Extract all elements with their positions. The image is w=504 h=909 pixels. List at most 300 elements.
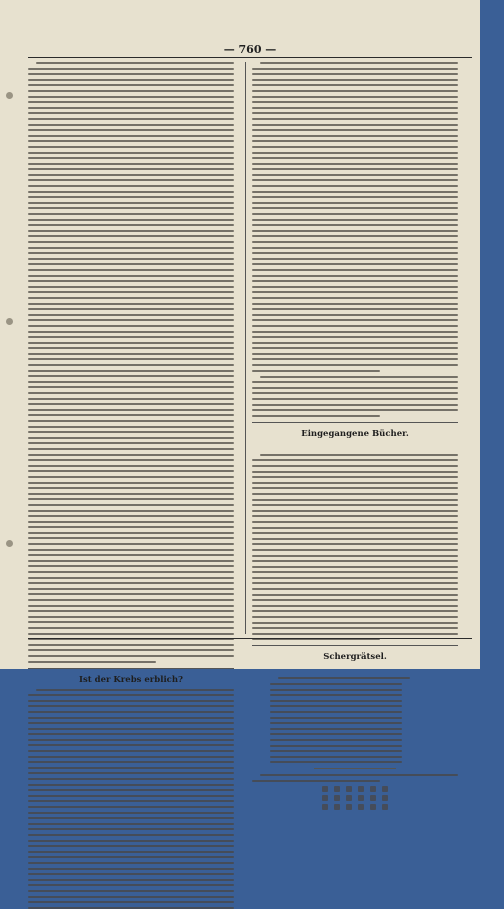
text-line — [252, 263, 458, 265]
text-line — [28, 219, 234, 221]
text-line — [28, 459, 234, 461]
text-line — [28, 487, 234, 489]
text-line — [252, 521, 458, 523]
text-line — [28, 90, 234, 92]
text-line — [28, 241, 234, 243]
text-line — [28, 353, 234, 355]
text-line — [28, 549, 234, 551]
text-line — [28, 812, 234, 814]
text-line — [252, 207, 458, 209]
text-line — [28, 733, 234, 735]
text-line — [252, 297, 458, 299]
text-line — [252, 493, 458, 495]
text-line — [28, 174, 234, 176]
text-line — [28, 907, 234, 909]
text-line — [252, 118, 458, 120]
text-line — [28, 739, 234, 741]
text-line — [252, 179, 458, 181]
text-line — [252, 291, 458, 293]
text-line — [28, 398, 234, 400]
text-line — [28, 107, 234, 109]
text-line — [252, 112, 458, 114]
text-line — [28, 269, 234, 271]
text-line — [252, 387, 458, 389]
text-line — [28, 856, 234, 858]
text-line — [28, 370, 234, 372]
text-line — [28, 482, 234, 484]
text-line — [28, 661, 156, 663]
text-line — [28, 319, 234, 321]
text-line — [28, 454, 234, 456]
text-line — [252, 633, 458, 635]
text-line — [252, 219, 458, 221]
text-line — [28, 73, 234, 75]
text-line — [252, 527, 458, 529]
text-line — [28, 386, 234, 388]
text-line — [28, 537, 234, 539]
text-line — [28, 834, 234, 836]
text-line — [28, 761, 234, 763]
text-line — [28, 196, 234, 198]
text-line — [28, 68, 234, 70]
left-column — [28, 62, 234, 685]
text-line — [28, 470, 234, 472]
text-line — [270, 750, 402, 752]
text-line — [252, 370, 380, 372]
text-line — [28, 325, 234, 327]
article-paragraph — [28, 689, 234, 909]
text-line — [270, 761, 402, 763]
letter-cell — [370, 804, 376, 810]
letter-cell — [370, 786, 376, 792]
text-line — [270, 733, 402, 735]
text-line — [28, 498, 234, 500]
books-heading: Eingegangene Bücher. — [301, 428, 409, 439]
text-line — [252, 152, 458, 154]
text-line — [28, 84, 234, 86]
verse-divider — [314, 768, 396, 769]
text-line — [28, 280, 234, 282]
text-line — [252, 308, 458, 310]
text-line — [28, 314, 234, 316]
text-line — [260, 376, 458, 378]
text-line — [270, 756, 402, 758]
text-line — [28, 851, 234, 853]
text-line — [252, 465, 458, 467]
header-rule — [28, 57, 472, 58]
letter-cell — [346, 786, 352, 792]
text-line — [252, 347, 458, 349]
text-line — [260, 454, 458, 456]
text-line — [28, 800, 234, 802]
text-line — [28, 554, 234, 556]
right-column — [252, 62, 458, 663]
text-line — [28, 426, 234, 428]
text-line — [28, 364, 234, 366]
text-line — [252, 515, 458, 517]
text-line — [28, 392, 234, 394]
text-line — [252, 191, 458, 193]
book-list — [252, 454, 458, 641]
text-line — [28, 610, 234, 612]
text-line — [252, 622, 458, 624]
text-line — [28, 700, 234, 702]
text-line — [252, 487, 458, 489]
text-line — [252, 471, 458, 473]
text-line — [270, 722, 402, 724]
text-line — [28, 901, 234, 903]
text-line — [252, 577, 458, 579]
text-line — [252, 241, 458, 243]
text-line — [28, 263, 234, 265]
text-line — [28, 247, 234, 249]
text-line — [252, 303, 458, 305]
puzzle-verse — [252, 677, 458, 763]
text-line — [252, 185, 458, 187]
text-line — [270, 683, 402, 685]
text-line — [252, 560, 458, 562]
text-line — [252, 202, 458, 204]
text-line — [252, 213, 458, 215]
text-line — [252, 543, 458, 545]
text-line — [28, 291, 234, 293]
text-line — [28, 795, 234, 797]
letter-cell — [382, 786, 388, 792]
text-line — [28, 207, 234, 209]
text-line — [28, 806, 234, 808]
text-line — [28, 571, 234, 573]
column-divider — [245, 62, 246, 634]
punch-hole — [6, 92, 13, 99]
letter-cell — [334, 786, 340, 792]
books-subheading — [252, 443, 458, 450]
puzzle-letter-grid — [252, 786, 458, 810]
text-line — [28, 890, 234, 892]
text-line — [28, 711, 234, 713]
text-line — [28, 381, 234, 383]
text-line — [28, 593, 234, 595]
letter-cell — [358, 786, 364, 792]
text-line — [28, 510, 234, 512]
text-line — [252, 101, 458, 103]
text-line — [252, 599, 458, 601]
text-line — [252, 482, 458, 484]
text-line — [252, 135, 458, 137]
text-line — [252, 247, 458, 249]
text-line — [252, 196, 458, 198]
letter-cell — [346, 795, 352, 801]
text-line — [252, 252, 458, 254]
text-line — [252, 566, 458, 568]
text-line — [28, 605, 234, 607]
text-line — [252, 84, 458, 86]
text-line — [28, 140, 234, 142]
text-line — [270, 745, 402, 747]
text-line — [28, 784, 234, 786]
text-line — [252, 107, 458, 109]
letter-cell — [322, 786, 328, 792]
text-line — [28, 532, 234, 534]
text-line — [28, 437, 234, 439]
text-line — [252, 594, 458, 596]
text-line — [252, 286, 458, 288]
text-line — [252, 510, 458, 512]
text-line — [28, 884, 234, 886]
text-line — [36, 62, 234, 64]
text-line — [28, 521, 234, 523]
text-line — [28, 465, 234, 467]
text-line — [252, 124, 458, 126]
text-line — [252, 532, 458, 534]
text-line — [28, 420, 234, 422]
text-line — [252, 79, 458, 81]
text-line — [28, 331, 234, 333]
text-line — [270, 705, 402, 707]
letter-cell — [322, 804, 328, 810]
text-line — [28, 414, 234, 416]
letter-cell — [370, 795, 376, 801]
text-line — [28, 152, 234, 154]
announcement-paragraph — [252, 376, 458, 417]
text-line — [28, 840, 234, 842]
text-line — [252, 398, 458, 400]
text-line — [270, 700, 402, 702]
text-line — [252, 325, 458, 327]
text-line — [252, 140, 458, 142]
text-line — [252, 336, 458, 338]
text-line — [28, 213, 234, 215]
text-line — [28, 778, 234, 780]
text-line — [28, 275, 234, 277]
text-line — [28, 375, 234, 377]
text-line — [28, 750, 234, 752]
text-line — [28, 342, 234, 344]
text-line — [28, 124, 234, 126]
article-paragraph — [252, 62, 458, 372]
puzzle-subheading — [252, 666, 458, 673]
text-line — [252, 571, 458, 573]
text-line — [252, 616, 458, 618]
text-line — [28, 722, 234, 724]
text-line — [252, 68, 458, 70]
text-line — [28, 526, 234, 528]
text-line — [252, 163, 458, 165]
text-line — [28, 717, 234, 719]
text-line — [36, 689, 234, 691]
text-line — [252, 364, 458, 366]
text-line — [28, 560, 234, 562]
scan-background — [480, 0, 504, 669]
text-line — [252, 146, 458, 148]
text-line — [28, 817, 234, 819]
text-line — [252, 499, 458, 501]
text-line — [28, 845, 234, 847]
section-divider — [252, 422, 458, 423]
text-line — [28, 358, 234, 360]
text-line — [270, 711, 402, 713]
text-line — [28, 767, 234, 769]
text-line — [28, 582, 234, 584]
article-paragraph — [28, 62, 234, 663]
text-line — [28, 403, 234, 405]
text-line — [28, 744, 234, 746]
letter-cell — [382, 795, 388, 801]
text-line — [28, 235, 234, 237]
text-line — [252, 157, 458, 159]
text-line — [252, 224, 458, 226]
page-header — [28, 38, 472, 60]
text-line — [28, 694, 234, 696]
text-line — [252, 96, 458, 98]
page-footer — [28, 638, 472, 656]
text-line — [252, 610, 458, 612]
text-line — [270, 728, 402, 730]
text-line — [252, 504, 458, 506]
text-line — [252, 258, 458, 260]
text-line — [28, 868, 234, 870]
text-line — [252, 129, 458, 131]
text-line — [28, 823, 234, 825]
text-line — [252, 415, 380, 417]
text-line — [28, 336, 234, 338]
text-line — [252, 555, 458, 557]
text-line — [252, 319, 458, 321]
text-line — [28, 448, 234, 450]
text-line — [252, 588, 458, 590]
text-line — [252, 314, 458, 316]
text-line — [28, 565, 234, 567]
text-line — [270, 694, 402, 696]
text-line — [28, 896, 234, 898]
text-line — [28, 101, 234, 103]
text-line — [252, 605, 458, 607]
text-line — [28, 728, 234, 730]
text-line — [252, 582, 458, 584]
text-line — [270, 689, 402, 691]
text-line — [28, 185, 234, 187]
text-line — [28, 873, 234, 875]
text-line — [28, 772, 234, 774]
letter-cell — [322, 795, 328, 801]
text-line — [28, 476, 234, 478]
text-line — [28, 828, 234, 830]
text-line — [260, 62, 458, 64]
text-line — [252, 409, 458, 411]
text-line — [28, 347, 234, 349]
text-line — [28, 308, 234, 310]
text-line — [260, 774, 458, 776]
text-line — [28, 627, 234, 629]
text-line — [252, 353, 458, 355]
text-line — [28, 96, 234, 98]
text-line — [28, 543, 234, 545]
text-line — [28, 286, 234, 288]
text-line — [28, 191, 234, 193]
text-line — [252, 780, 380, 782]
text-line — [28, 252, 234, 254]
text-line — [252, 392, 458, 394]
text-line — [28, 163, 234, 165]
section-heading: Ist der Krebs erblich? — [78, 674, 184, 685]
text-line — [252, 331, 458, 333]
text-line — [252, 280, 458, 282]
letter-cell — [358, 795, 364, 801]
text-line — [252, 627, 458, 629]
text-line — [28, 112, 234, 114]
page-number: — 760 — — [223, 43, 277, 56]
text-line — [252, 168, 458, 170]
text-line — [28, 409, 234, 411]
text-line — [28, 879, 234, 881]
text-line — [28, 135, 234, 137]
letter-cell — [334, 804, 340, 810]
letter-cell — [334, 795, 340, 801]
footer-rule — [28, 638, 472, 639]
text-line — [252, 381, 458, 383]
text-line — [252, 230, 458, 232]
text-line — [252, 459, 458, 461]
text-line — [28, 621, 234, 623]
text-line — [252, 342, 458, 344]
text-line — [28, 493, 234, 495]
text-line — [252, 275, 458, 277]
text-line — [252, 404, 458, 406]
text-line — [252, 549, 458, 551]
text-line — [28, 577, 234, 579]
puzzle-heading: Schergrätsel. — [323, 652, 387, 663]
letter-cell — [346, 804, 352, 810]
text-line — [270, 739, 402, 741]
text-line — [28, 504, 234, 506]
text-line — [28, 515, 234, 517]
text-line — [252, 90, 458, 92]
text-line — [28, 157, 234, 159]
text-line — [252, 476, 458, 478]
text-line — [28, 431, 234, 433]
text-line — [28, 442, 234, 444]
text-line — [28, 258, 234, 260]
text-line — [28, 588, 234, 590]
text-line — [28, 599, 234, 601]
text-line — [28, 297, 234, 299]
text-line — [28, 705, 234, 707]
text-line — [252, 73, 458, 75]
text-line — [252, 174, 458, 176]
text-line — [28, 202, 234, 204]
text-line — [252, 269, 458, 271]
section-divider — [28, 668, 234, 669]
text-line — [252, 358, 458, 360]
text-line — [28, 79, 234, 81]
text-line — [28, 168, 234, 170]
text-line — [28, 616, 234, 618]
text-line — [28, 146, 234, 148]
text-line — [252, 235, 458, 237]
punch-hole — [6, 540, 13, 547]
text-line — [28, 230, 234, 232]
text-line — [28, 129, 234, 131]
text-line — [28, 633, 234, 635]
text-line — [28, 756, 234, 758]
text-line — [278, 677, 410, 679]
text-line — [270, 717, 402, 719]
letter-cell — [382, 804, 388, 810]
text-line — [252, 538, 458, 540]
text-line — [28, 303, 234, 305]
text-line — [28, 862, 234, 864]
text-line — [28, 118, 234, 120]
letter-cell — [358, 804, 364, 810]
